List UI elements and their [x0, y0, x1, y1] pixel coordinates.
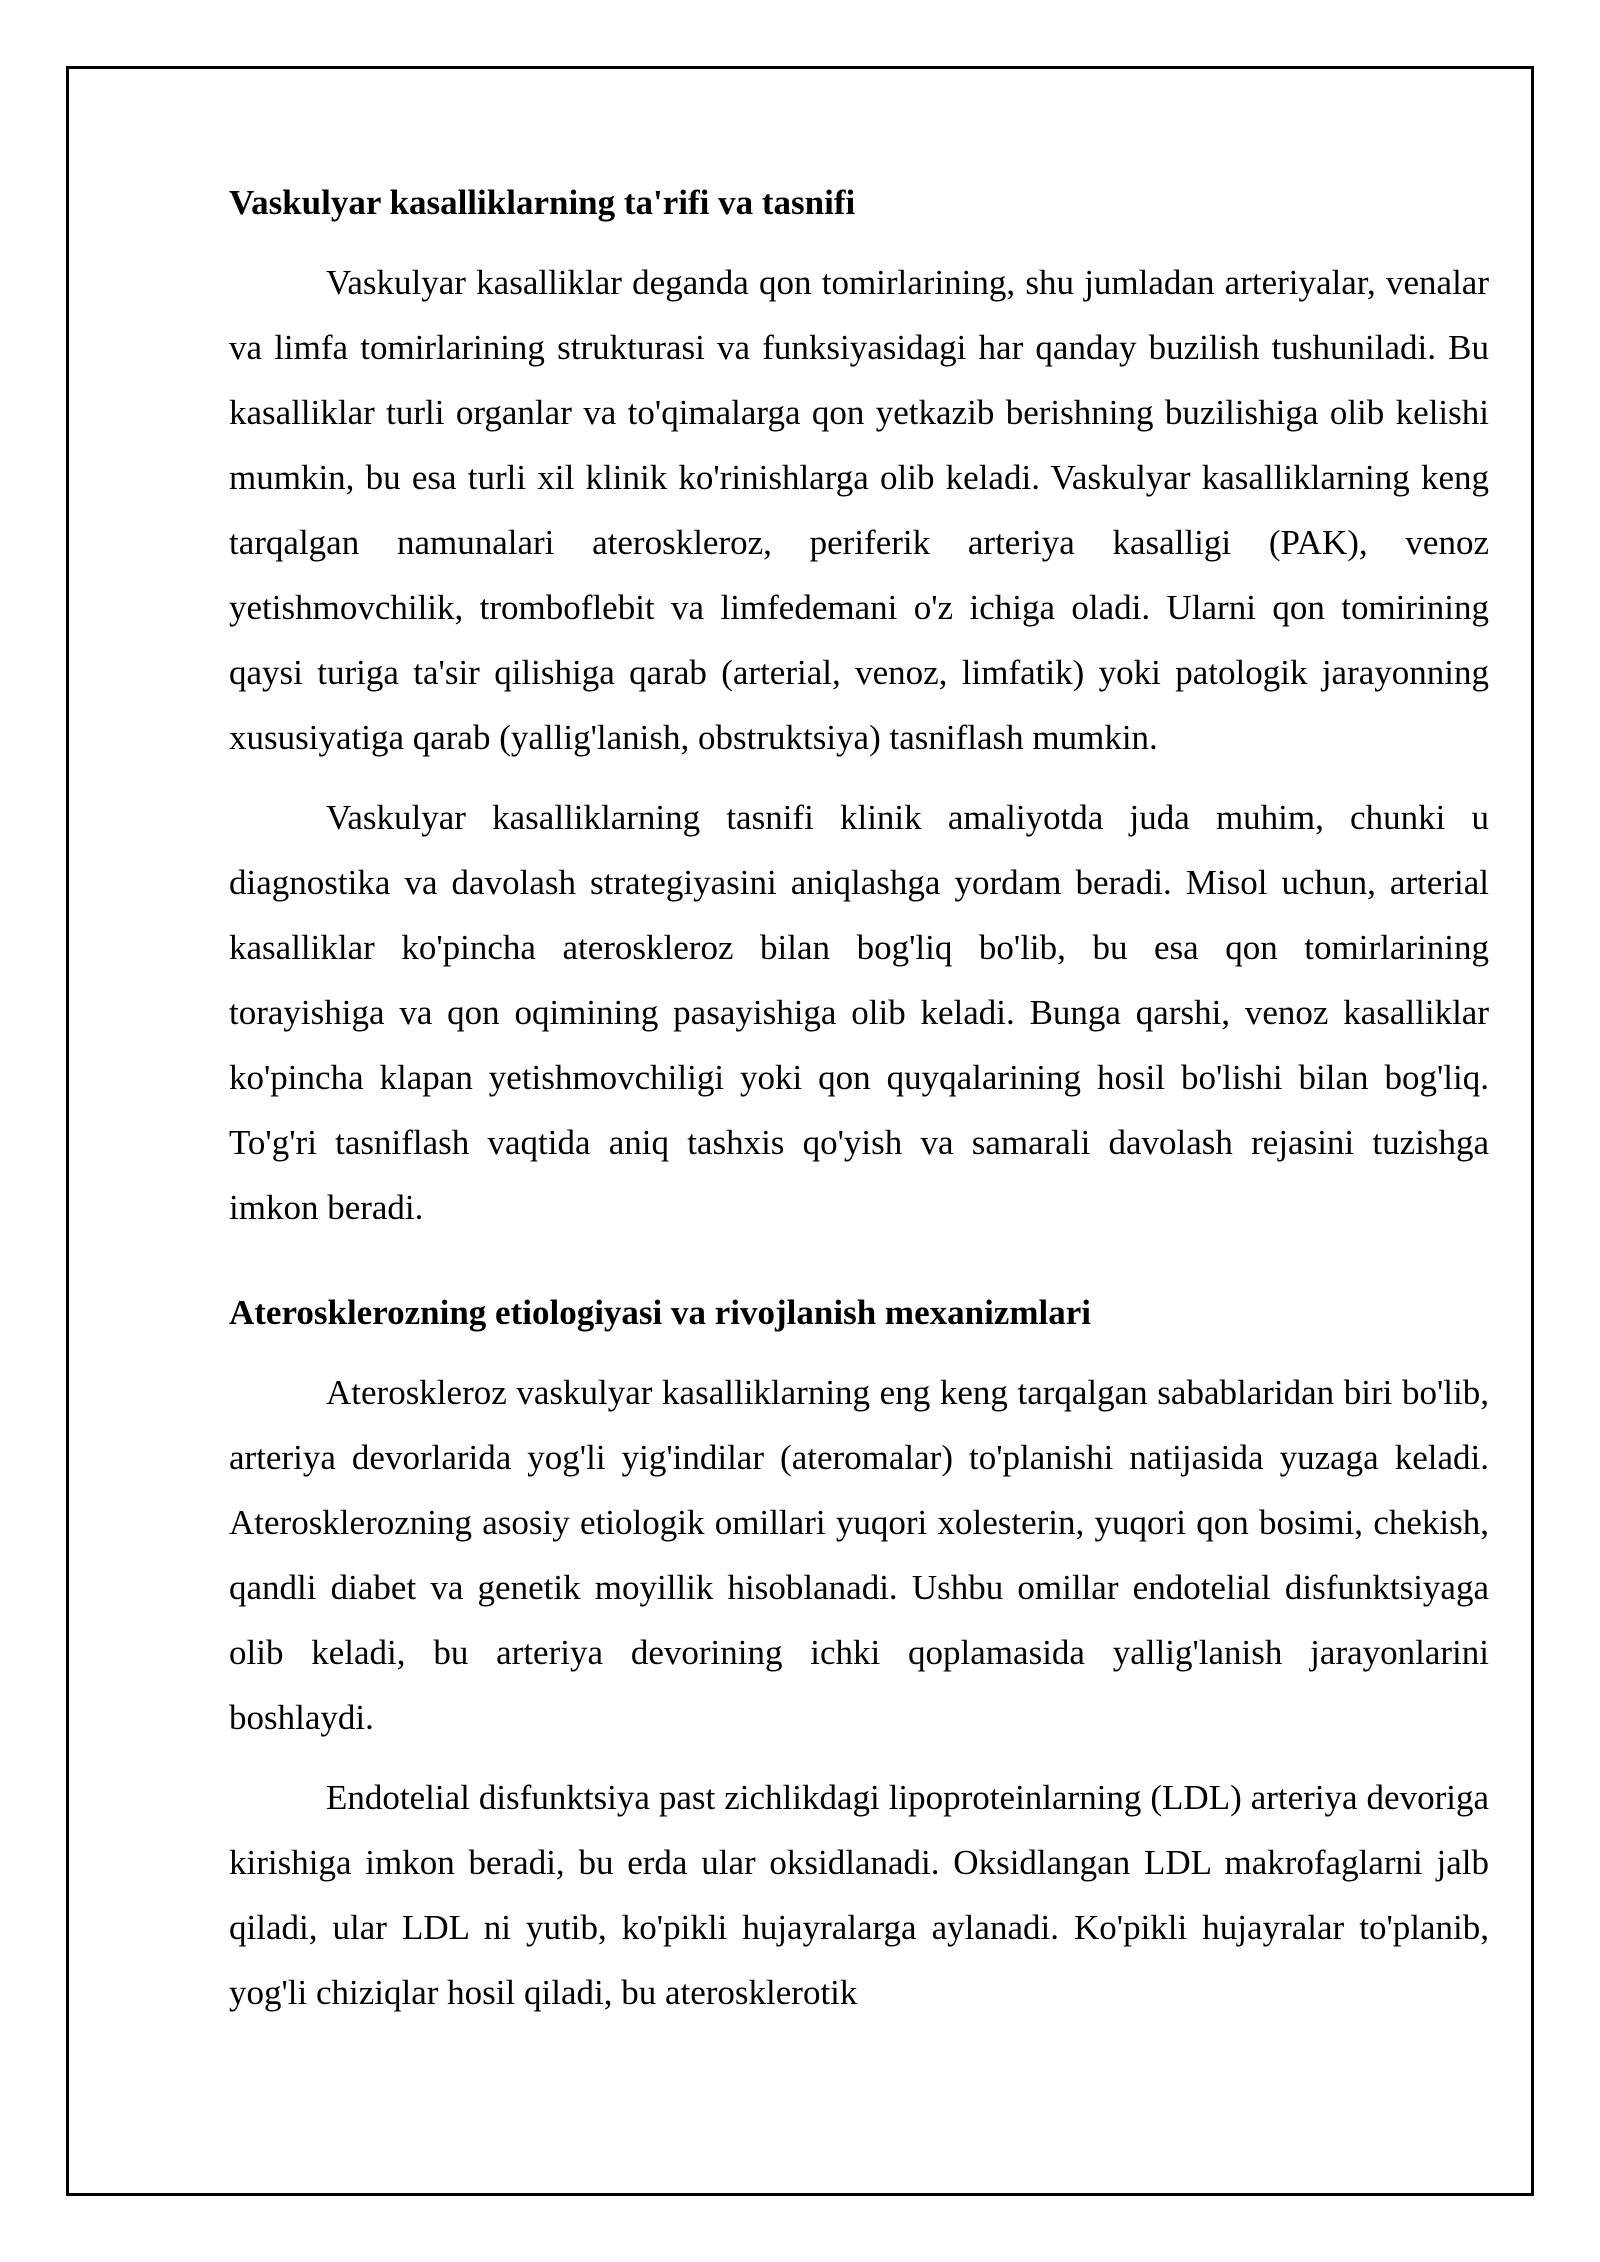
body-paragraph: Ateroskleroz vaskulyar kasalliklarning eng keng tarqalgan sabablaridan biri bo'lib, arteriya devorlarida yog'li yig'indilar (ateromalar) to'planishi natijasida yuzaga keladi. Aterosklerozning asosiy etiologik omillari yuqori xolesterin, yuqori qon bosimi, chekish, qandli diabet va genetik moyillik hisoblanadi. Ushbu omillar endotelial disfunktsiyaga olib keladi, bu arteriya devorining ichki qoplamasida yallig'lanish jarayonlarini boshlaydi. — [229, 1373, 1489, 1737]
document-body — [229, 170, 1489, 2040]
body-paragraph: Vaskulyar kasalliklar deganda qon tomirlarining, shu jumladan arteriyalar, venalar va limfa tomirlarining strukturasi va funksiyasidagi har qanday buzilish tushuniladi. Bu kasalliklar turli organlar va to'qimalarga qon yetkazib berishning buzilishiga olib kelishi mumkin, bu esa turli xil klinik ko'rinishlarga olib keladi. Vaskulyar kasalliklarning keng tarqalgan namunalari ateroskleroz, periferik arteriya kasalligi (PAK), venoz yetishmovchilik, tromboflebit va limfedemani o'z ichiga oladi. Ularni qon tomirining qaysi turiga ta'sir qilishiga qarab (arterial, venoz, limfatik) yoki patologik jarayonning xususiyatiga qarab (yallig'lanish, obstruktsiya) tasniflash mumkin. — [229, 263, 1489, 757]
body-paragraph: Endotelial disfunktsiya past zichlikdagi lipoproteinlarning (LDL) arteriya devoriga kirishiga imkon beradi, bu erda ular oksidlanadi. Oksidlangan LDL makrofaglarni jalb qiladi, ular LDL ni yutib, ko'pikli hujayralarga aylanadi. Ko'pikli hujayralar to'planib, yog'li chiziqlar hosil qiladi, bu aterosklerotik — [229, 1778, 1489, 2012]
section-heading: Vaskulyar kasalliklarning ta'rifi va tasnifi — [229, 183, 856, 222]
body-paragraph: Vaskulyar kasalliklarning tasnifi klinik amaliyotda juda muhim, chunki u diagnostika va davolash strategiyasini aniqlashga yordam beradi. Misol uchun, arterial kasalliklar ko'pincha ateroskleroz bilan bog'liq bo'lib, bu esa qon tomirlarining torayishiga va qon oqimining pasayishiga olib keladi. Bunga qarshi, venoz kasalliklar ko'pincha klapan yetishmovchiligi yoki qon quyqalarining hosil bo'lishi bilan bog'liq. To'g'ri tasniflash vaqtida aniq tashxis qo'yish va samarali davolash rejasini tuzishga imkon beradi. — [229, 798, 1489, 1227]
section-heading: Aterosklerozning etiologiyasi va rivojlanish mexanizmlari — [229, 1293, 1091, 1332]
